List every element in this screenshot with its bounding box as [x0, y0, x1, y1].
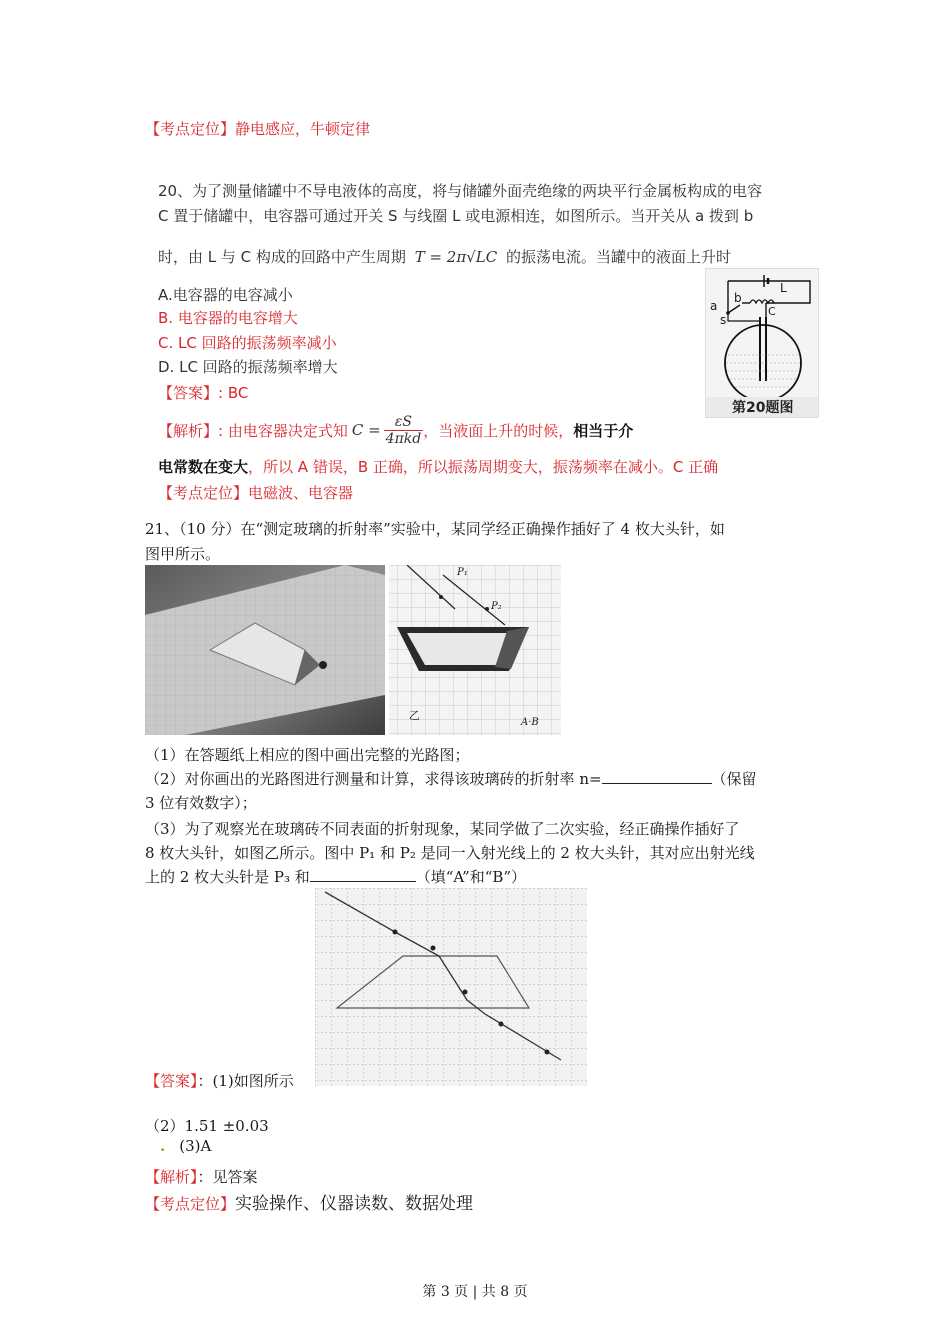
figure-20-caption: 第20题图 — [732, 400, 794, 416]
option-c: C. LC 回路的振荡频率减小 — [158, 334, 337, 352]
q21-line2: 图甲所示。 — [145, 545, 221, 563]
pin-answer-blank[interactable] — [310, 867, 416, 882]
figure-yi — [315, 888, 587, 1086]
answer-tag: 【答案】 — [145, 1072, 198, 1090]
prev-kaodian-text: 静电感应，牛顿定律 — [235, 120, 371, 138]
answer-ray-diagram — [315, 888, 587, 1086]
label-ab: A·B — [521, 717, 539, 728]
q20-jiexi2-rest: ，所以 A 错误，B 正确，所以振荡周期变大，振荡频率在减小。C 正确 — [248, 458, 719, 476]
bullet-dot: . — [160, 1137, 166, 1155]
sub-question-2 — [145, 768, 757, 789]
sub3-l3-post: （填“A”和“B”） — [415, 868, 527, 886]
sub2-pre: （2）对你画出的光路图进行测量和计算，求得该玻璃砖的折射率 n= — [145, 770, 602, 788]
label-s: s — [720, 313, 727, 327]
q20-jiexi2-bold: 电常数在变大 — [158, 458, 249, 476]
q20-jiexi-pre: 【解析】: 由电容器决定式知 — [158, 421, 348, 440]
page-footer: 第 3 页 | 共 8 页 — [422, 1284, 528, 1300]
q20-jiexi-line2 — [158, 456, 718, 477]
prev-kaodian — [145, 118, 370, 139]
q20-answer: 【答案】: BC — [158, 384, 249, 402]
figure-jia — [145, 565, 561, 735]
kaodian-tag: 【考点定位】 — [145, 1195, 236, 1213]
q20-line3 — [158, 246, 731, 267]
option-d: D. LC 回路的振荡频率增大 — [158, 358, 338, 376]
q20-jiexi-mid: ，当液面上升的时候， — [423, 421, 574, 440]
option-a: A.电容器的电容减小 — [158, 286, 293, 304]
q20-line3-pre: 时，由 L 与 C 构成的回路中产生周期 — [158, 248, 406, 266]
label-p1: P₁ — [457, 567, 468, 578]
label-a: a — [710, 299, 718, 313]
capacitance-numerator: εS — [384, 414, 424, 431]
sub3-l3-pre: 上的 2 枚大头针是 P₃ 和 — [145, 868, 310, 886]
q21-jiexi — [145, 1166, 258, 1187]
circuit-diagram — [706, 269, 818, 417]
kaodian-text: 实验操作、仪器读数、数据处理 — [235, 1194, 474, 1214]
label-p2: P₂ — [491, 601, 502, 612]
answer-3 — [160, 1137, 211, 1155]
q21-kaodian — [145, 1189, 473, 1214]
answer-3-text: (3)A — [179, 1137, 212, 1155]
q20-jiexi-bold: 相当于介 — [573, 421, 634, 440]
figure-20 — [705, 268, 819, 418]
label-yi: 乙 — [409, 709, 420, 722]
answer-text: ：(1)如图所示 — [197, 1072, 294, 1090]
sub2-post: （保留 — [711, 770, 757, 788]
label-L: L — [780, 281, 787, 295]
capacitance-fraction — [384, 414, 424, 447]
sub2-line2: 3 位有效数字）； — [145, 794, 257, 812]
q20-line3-post: 的振荡电流。当罐中的液面上升时 — [505, 248, 731, 266]
sub3-line3 — [145, 866, 526, 887]
answer-2: （2）1.51 ±0.03 — [145, 1117, 269, 1135]
refraction-index-blank[interactable] — [602, 769, 712, 784]
label-b: b — [734, 291, 742, 305]
q21-line1: 21、（10 分）在“测定玻璃的折射率”实验中，某同学经正确操作插好了 4 枚大头针，如 — [145, 520, 725, 538]
jiexi-tag: 【解析】 — [145, 1168, 198, 1186]
q20-line1: 20、为了测量储罐中不导电液体的高度，将与储罐外面壳绝缘的两块平行金属板构成的电容 — [158, 182, 763, 200]
period-formula: T = 2π√LC — [414, 248, 498, 266]
q20-jiexi — [158, 410, 633, 450]
prev-kaodian-tag: 【考点定位】 — [145, 120, 236, 138]
capacitance-lhs: C = — [351, 421, 381, 439]
label-C: C — [768, 305, 776, 318]
q20-kaodian: 【考点定位】电磁波、电容器 — [158, 484, 354, 502]
capacitance-denominator: 4πkd — [385, 430, 422, 447]
glass-block-photo — [145, 565, 561, 735]
option-b: B. 电容器的电容增大 — [158, 309, 298, 327]
sub3-line2: 8 枚大头针，如图乙所示。图中 P₁ 和 P₂ 是同一入射光线上的 2 枚大头针，其对应出射光线 — [145, 844, 755, 862]
q21-answer — [145, 1070, 294, 1091]
q20-line2: C 置于储罐中，电容器可通过开关 S 与线圈 L 或电源相连，如图所示。当开关从 a 拨到 b — [158, 207, 754, 225]
jiexi-text: ：见答案 — [197, 1168, 258, 1186]
sub3-line1: （3）为了观察光在玻璃砖不同表面的折射现象，某同学做了二次实验，经正确操作插好了 — [145, 820, 740, 838]
sub-question-1: （1）在答题纸上相应的图中画出完整的光路图； — [145, 746, 470, 764]
